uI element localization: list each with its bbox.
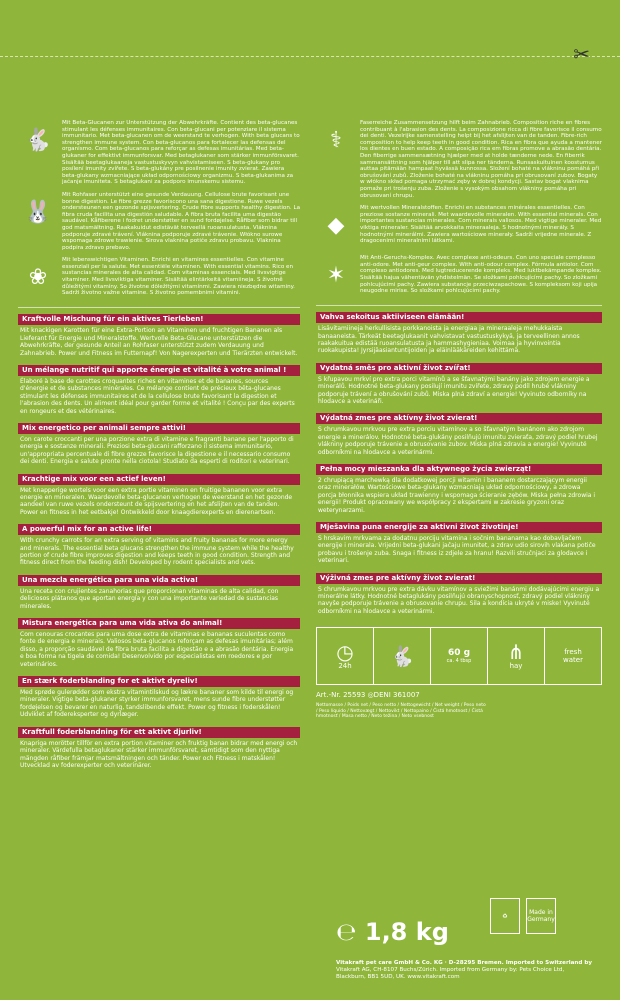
section-title: Kraftfull foderblandning för ett aktivt djurliv! (18, 727, 300, 738)
hours-label: 24h (338, 662, 352, 671)
language-section (316, 573, 602, 620)
language-section (18, 524, 300, 571)
language-section (316, 363, 602, 410)
language-section (18, 474, 300, 521)
color-fan-icon: ❀ (28, 264, 48, 290)
guide-water (545, 628, 601, 684)
article-number: Art.-Nr. 25593 ◎DENI 361007 (316, 691, 420, 700)
right-sections (316, 312, 602, 619)
logos (490, 898, 556, 934)
section-title: En stærk foderblanding for et aktivt dyreliv! (18, 676, 300, 687)
feature (18, 120, 300, 186)
footer-line-1: Vitakraft pet care GmbH & Co. KG · D-28295 Bremen. Imported to Switzerland by (336, 960, 593, 966)
language-section (18, 314, 300, 361)
section-body: Una receta con crujientes zanahorias que proporcionan vitaminas de alta calidad, con deliciosos plátanos que aportan energía y con una importante variedad de sustancias minerales. (20, 587, 279, 610)
section-body: Med sprøde gulerødder som ekstra vitamintilskud og lækre bananer som kilde til energi og mineraler. Vigtige beta-glukaner styrker immunforsvaret, mens sunde fibre understøtter fordøjelsen og bevarer en naturlig, tandslibende effekt. Power og fitness i foderskålen! Udviklet af fodereksperter og dyrlæger. (20, 689, 294, 719)
section-title: Výživná zmes pre aktívny život zvierat! (316, 573, 602, 584)
section-body: Knapriga morötter tillför en extra portion vitaminer och fruktig banan bidrar med energi och mineraler. Värdefulla betaglukaner stärker immunförsvaret, samtidigt som den nyttiga mängden råfiber främjar matsmältningen och tänder. Power och Fitness i matskålen! Utvecklad av foderexperter och veterinärer. (20, 739, 298, 769)
language-section (316, 522, 602, 569)
section-body: Lisävitamiineja herkullisista porkkanoista ja energiaa ja mineraaleja mehukkaista banaaneista. Tärkeät beetaglukaanit vahvistavat vastustuskykyä, ja terveellinen annos raakakuitua edistää ruoansulatusta ja hammashygieniaa. Voimaa ja hyvinvointia ruokakupista! Jyrsijäasiantuntijoiden ja eläinlääkäreiden kehittämä. (318, 325, 580, 355)
feature-text: Mit wertvollen Mineralstoffen. Enrichi en substances minérales essentielles. Con preziose sostanze minerali. Met waardevolle mineralen. With essential minerals. Con importantes sustancias minerales. Com minerais valiosos. Med vigtige mineraler. Med viktiga mineraler. Sisältää arvokkaita mineraaleja. S hodnotnými minerály. S hodnotnými minerálmi. Zawiera wartościowe minerały. Sadrži vrijedne minerale. Z dragocenimi mineralnimi látkami. (360, 205, 602, 245)
section-body: S hrskavim mrkvama za dodatnu porciju vitamina i sočnim bananama kao dobavljačem energije i minerala. Vrijedni beta-glukani jačaju imunitet, a zdrav udio sirovih vlakana potiče probavu i trošenje zuba. Snaga i fitness iz zdjele za hranu! Razvili stručnjaci za glodavce i veterinari. (318, 535, 596, 565)
section-title: Pełna mocy mieszanka dla aktywnego życia zwierząt! (316, 464, 602, 475)
feature (18, 192, 300, 251)
hay-label: hay (509, 662, 523, 671)
amount-label: 60 g (447, 648, 471, 659)
section-body: 2 chrupiącą marchewką dla dodatkowej porcji witamin i bananem dostarczającym energii oraz minerałów. Wartościowe beta-glukany wzmacniają układ odpornościowy, a zdrowa porcja błonnika wspiera układ trawienny i wspomaga ścieranie zębów. Miska pełna zdrowia i energii! Produkt opracowany we współpracy z ekspertami w zakresie gryzoni oraz weterynarzami. (318, 477, 596, 514)
section-title: Una mezcla energética para una vida activa! (18, 575, 300, 586)
made-in-badge: Made in Germany (526, 898, 556, 934)
guide-hay (488, 628, 545, 684)
language-section (18, 676, 300, 723)
language-section (316, 413, 602, 460)
section-body: S chrumkavou mrkvou pre extra dávku vitamínov a sviežimi banánmi dodávajúcimi energiu a minerálne látky. Hodnotné betaglukány posilňujú obranyschopnosť, zdravý podiel vlákniny navyše podporuje trávenie a obrusovanie chrupu. Sila a kondícia ukryté v miske! Vyvinuté odborníkmi na hlodavce a veterinármi. (318, 585, 600, 615)
section-body: S chrumkavou mrkvou pre extra porciu vitamínov a so šťavnatým banánom ako zdrojom energie a minerálov. Hodnotné beta-glukány posilňujú imunitu zvieraťa, zdravý podiel hrubej vlákniny podporuje trávenie a obrusovanie zubov. Miska plná zdravia a energie! Vyvinuté odborníkmi na hlodavce a veterinármi. (318, 426, 598, 456)
divider (316, 305, 602, 306)
crystal-icon: ◆ (327, 212, 345, 238)
guide-time (317, 628, 374, 684)
scissors-icon: ✂ (573, 42, 590, 66)
rabbit-silhouette-icon: 🐰 (24, 199, 52, 225)
section-body: Mit knackigen Karotten für eine Extra-Portion an Vitaminen und fruchtigen Bananen als Lieferant für Energie und Mineralstoffe. Wertvolle Beta-Glucane unterstützen die Abwehrkräfte, der gesunde Anteil an Rohfaser unterstützt zudem Verdauung und Zahnabrieb. Power und Fitness im Futternapf! Von Nagerexperten und Tierärzten entwickelt. (20, 327, 298, 357)
rabbit-icon: 🐇 (389, 644, 415, 669)
fresh-label: fresh (564, 648, 582, 657)
footer-line-3: Blackburn, BB1 5UD, UK. www.vitakraft.com (336, 974, 460, 980)
feature-text: Mit Anti-Geruchs-Komplex. Avec complexe anti-odeurs. Con uno speciale complesso anti-odore. Met anti-geur complex. With anti-odour complex. Fórmula antiolor. Com complexo antiodores. Med lugtreducerende kompleks. Med luktbekämpande komplex. Sisältää hajua vähentävän yhdistelmän. Se složkami pohlcujícími pachy. So zložkami pohlcujúcimi pachy. Zawiera substancje przeciwzapachowe. S kompleksom koji upija neugodne mirise. So složkami pohlcujúcimi pachy. (360, 255, 602, 295)
section-body: S křupavou mrkví pro extra porci vitamínů a se šťavnatými banány jako zdrojem energie a minerálů. Hodnotné beta-glukany posilují imunitu zvířete, zdravý podíl hrubé vlákniny podporuje trávení a obrušování zubů. Miska plná zdraví a energie! Vyvinuto odborníky na hlodavce a veterináři. (318, 375, 590, 405)
section-title: Kraftvolle Mischung für ein aktives Tierleben! (18, 314, 300, 325)
divider (18, 307, 300, 308)
left-column (18, 120, 300, 775)
footer (336, 960, 604, 981)
feature-text: Mit Beta-Glucanen zur Unterstützung der Abwehrkräfte. Contient des beta-glucanes stimulant les défenses immunitaires. Con beta-glucani per potenziare il sistema immunitario. Met beta-glucanen om de weerstand te verhogen. With beta glucans to strengthen immune system. Con beta-glucanos para fortalecer las defensas del organismo. Com beta-glucanos para reforçar as defesas imunitárias. Med beta-glukaner for effektivt immunforsvar. Med betaglukaner som stärker immunförsvaret. Sisältää beetaglukaaneja vastustuskyvyn vahvistamiseen. S beta-glukany pro posílení imunity zvířete. S beta-glukány pre posilnenie imunity zvierat. Zawiera beta-glukany wzmacniające układ odpornościowy organizmu. S beta-glukanima za jačanje imuniteta. S betaglukani za podporo imunskemu sistemu. (62, 120, 300, 186)
language-section (316, 464, 602, 518)
section-title: Výdatná zmes pre aktívny život zvierat! (316, 413, 602, 424)
feature-text: Mit lebenswichtigen Vitaminen. Enrichi en vitamines essentielles. Con vitamine essenziali per la salute. Met essentiële vitaminen. With essential vitamins. Rico en sustancias minerales de alta calidad. Com vitaminas essenciais. Med livsvigtige vitaminer. Med livsviktiga vitaminer. Sisältää elintärkeitä vitamiineja. S životně důležitými vitamíny. So životne dôležitými vitamínmi. Zawiera niezbędne witaminy. Sadrži životno važne vitamine. S životno pomembnimi vitamini. (62, 257, 295, 297)
left-features (18, 120, 300, 301)
tooth-icon: ⚕ (330, 127, 342, 153)
language-section (18, 423, 300, 470)
section-title: A powerful mix for an active life! (18, 524, 300, 535)
water-label: water (563, 656, 583, 665)
section-title: Mistura energética para uma vida ativa do animal! (18, 618, 300, 629)
left-sections (18, 314, 300, 773)
language-section (18, 575, 300, 614)
feature (18, 257, 300, 301)
feature (316, 120, 602, 199)
section-title: Vydatná směs pro aktivní život zvířat! (316, 363, 602, 374)
guide-amount (431, 628, 488, 684)
cut-line (0, 56, 620, 57)
section-body: With crunchy carrots for an extra serving of vitamins and fruity bananas for more energy and minerals. The essential beta glucans strengthen the immune system while the healthy portion of crude fibre improves digestion and keeps teeth in good condition. Strength and fitness direct from the feeding dish! Developed by rodent specialists and vets. (20, 537, 294, 567)
right-features (316, 120, 602, 299)
footer-line-2: Vitakraft AG, CH-8107 Buchs/Zürich. Imported from Germany by: Pets Choice Ltd, (336, 967, 565, 973)
feature (316, 255, 602, 299)
rabbit-icon: 🐇 (24, 127, 52, 153)
weight-label: ℮ 1,8 kg (336, 918, 449, 946)
hay-icon: ⋔ (507, 640, 525, 665)
section-title: Krachtige mix voor een actief leven! (18, 474, 300, 485)
feature (316, 205, 602, 249)
language-section (18, 727, 300, 774)
section-title: Mix energetico per animali sempre attivi! (18, 423, 300, 434)
language-section (316, 312, 602, 359)
net-weight-text: Nettomasse / Poids net / Peso netto / Nettogewicht / Net weight / Peso neto / Peso líquido / Nettovægt / Nettovikt / Nettopaino / Čistá hmotnost / Čistá hmotnosť / Masa netto / Neto težina / Neto vsebnost (316, 703, 486, 720)
section-title: Un mélange nutritif qui apporte énergie et vitalité à votre animal ! (18, 365, 300, 376)
section-body: Élaboré à base de carottes croquantes riches en vitamines et de bananes, sources d'énergie et de substances minérales. Ce mélange contient de précieux bêta-glucanes stimulant les défenses immunitaires et de la cellulose brute favorisant la digestion et l'abrasion des dents. Un aliment idéal pour garder forme et vitalité ! Conçu par des experts en rongeurs et des vétérinaires. (20, 377, 295, 415)
yucca-leaf-icon: ✶ (326, 262, 346, 288)
tbsp-label: ca. 4 tbsp (446, 658, 472, 665)
language-section (18, 365, 300, 419)
section-title: Mješavina puna energije za aktivni život životinje! (316, 522, 602, 533)
section-body: Com cenouras crocantes para uma dose extra de vitaminas e bananas suculentas como fonte de energia e minerais. Valiosos beta-glucanos reforçam as defesas imunitárias; além disso, a proporção saudável de fibra bruta facilita a digestão e a abrasão dentária. Energia e boa forma na tigela de comida! Desenvolvido por especialistas em roedores e por veterinários. (20, 631, 294, 668)
guide-rabbit (374, 628, 431, 684)
section-title: Vahva sekoitus aktiiviseen elämään! (316, 312, 602, 323)
language-section (18, 618, 300, 672)
clock-icon: ◷ (336, 640, 354, 665)
feature-text: Mit Rohfaser unterstützt eine gesunde Verdauung. Cellulose brute favorisant une bonne digestion. Le fibre grezze favoriscono una sana digestione. Ruwe vezels ondersteunen een gezonde spijsvertering. Crude fibre supports healthy digestion. La fibra cruda facilita una digestión saludable. A fibra bruta facilita uma digestão saudável. Kåfiberene i fodret understøtter en sund fordøjelse. Råfiber som bidrar till god matsmältning. Raakakuidut edistävät terveellä ruoansulatusta. Vláknina podporuje zdravé trávení. Vláknina podporuje zdravé trávenie. Włókno surowe wspomaga zdrowe trawienie. Sirova vlaknina potiče zdravu probavu. Vlaknina podpira zdravo prebavo. (62, 191, 300, 251)
recycle-icon: ♻ (490, 898, 520, 934)
section-body: Con carote croccanti per una porzione extra di vitamine e fragranti banane per l'apporto di energia e sostanze minerali. Preziosi beta-glucani rafforzano il sistema immunitario, un'appropriata percentuale di fibre grezze favorisce la digestione e il necessario consumo dei denti. Energia e salute pronte nella ciotola! Studiato da esperti di roditori e veterinari. (20, 435, 294, 466)
feature-text: Faserreiche Zusammensetzung hilft beim Zahnabrieb. Composition riche en fibres contribuant à l'abrasion des dents. La composizione ricca di fibre favorisce il consumo dei denti. Vezelrijke samenstelling helpt bij het afslijten van de tanden. Fibre-rich composition to help keep teeth in good condition. Rica en fibra que ayuda a mantener los dientes en buen estado. A composição rica em fibras promove a abrasão dentária. Den fiberrige sammensætning hjælper med at holde tænderne nede. En fiberrik sammansättning som hjälper till att slipa ner tänderna. Runsaskuituinen koostumus auttaa pitämään hampaat hyvässä kunnossa. Složení bohaté na vlákninu pomáhá při obrušování zubů. Zloženie bohaté na vlákninu pomáha pri obrusovaní zubov. Bogaty w włókno skład pomaga utrzymać zęby w dobrej kondycji. Sastav bogat vlaknima pomaže pri trošenju zuba. Zloženie s vysokým obsahom vlákniny pomáha pri obrusovaní chrupu. (360, 120, 602, 199)
right-column (316, 120, 602, 720)
feeding-guide (316, 627, 602, 685)
section-body: Met knapperige wortels voor een extra portie vitaminen en fruitige bananen voor extra energie en mineralen. Waardevolle beta-glucanen verhogen de weerstand en het gezonde aandeel van ruwe vezels ondersteunt de spijsvertering en het afslijten van de tanden. Power en fitness in het eetbakje! Ontwikkeld door knaagdierexperts en dierenartsen. (20, 486, 293, 516)
